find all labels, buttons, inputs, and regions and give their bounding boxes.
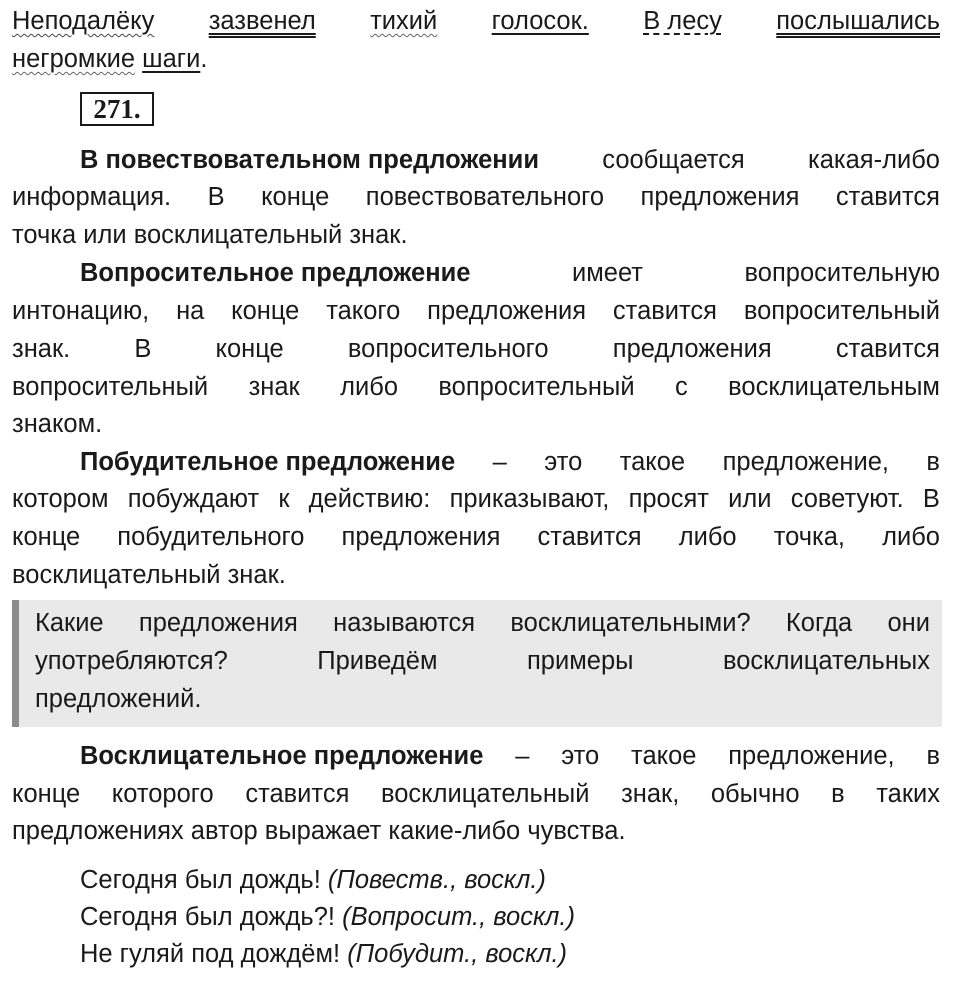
parsed-sentence-line-2 — [12, 44, 940, 74]
imperative-line-3 — [12, 522, 940, 552]
word: предложения — [341, 523, 501, 551]
word: интонацию, — [12, 297, 150, 325]
word: конце — [231, 297, 300, 325]
word: это — [544, 448, 583, 476]
word: они — [887, 609, 930, 637]
word: имеет — [572, 259, 643, 287]
word: В — [134, 335, 152, 363]
word: советуют. — [790, 485, 904, 513]
word: в — [926, 742, 940, 770]
example-label: (Повеств., воскл.) — [327, 866, 546, 894]
note-line-1 — [35, 608, 930, 638]
imperative-line-1 — [80, 447, 940, 477]
word: такое — [619, 448, 686, 476]
word: или — [728, 485, 772, 513]
word-subject-2: шаги — [142, 45, 201, 73]
word: вопросительный — [743, 297, 940, 325]
exclamatory-line-1 — [80, 741, 940, 771]
example-line-2 — [80, 902, 940, 932]
word-predicate: зазвенел — [208, 7, 316, 35]
word: в — [831, 780, 845, 808]
word-subject: голосок. — [491, 7, 589, 35]
word: В — [207, 183, 225, 211]
word: таких — [876, 780, 940, 808]
word: к — [278, 485, 290, 513]
word: восклицательным — [728, 373, 940, 401]
narrative-line-2 — [12, 182, 940, 212]
example-sentence: Не гуляй под дождём! — [80, 940, 341, 968]
word: котором — [12, 485, 109, 513]
imperative-line-2 — [12, 484, 940, 514]
word: ставится — [245, 780, 350, 808]
parsed-sentence-line-1 — [12, 6, 940, 36]
question-line-2 — [12, 296, 940, 326]
word: приказывают, — [449, 485, 610, 513]
question-line-3 — [12, 334, 940, 364]
word: восклицательных — [722, 647, 930, 675]
word: конце — [261, 183, 330, 211]
word-adverbial: Неподалёку — [12, 7, 155, 35]
word: обычно — [710, 780, 800, 808]
example-line-3 — [80, 939, 940, 969]
word: с — [674, 373, 688, 401]
word: побуждают — [127, 485, 260, 513]
word: конце — [12, 523, 81, 551]
word-predicate-2: послышались — [776, 7, 940, 35]
word: предложения — [612, 335, 772, 363]
word: знак — [248, 373, 300, 401]
word: знак. — [12, 335, 71, 363]
word: сообщается — [602, 146, 745, 174]
period: . — [200, 45, 208, 73]
question-line-5: знаком. — [12, 410, 103, 438]
word: ставится — [537, 523, 642, 551]
word: В — [922, 485, 940, 513]
word: просят — [628, 485, 709, 513]
word: вопросительного — [347, 335, 549, 363]
word-subject-with-period — [492, 6, 589, 36]
exclamatory-term: Восклицательное предложение — [80, 742, 484, 770]
word: информация. — [12, 183, 172, 211]
word: такое — [631, 742, 697, 770]
example-label: (Вопросит., воскл.) — [342, 903, 575, 931]
narrative-line-1 — [80, 145, 940, 175]
word: предложения — [640, 183, 800, 211]
word: предложения — [427, 297, 587, 325]
word: вопросительный — [12, 373, 209, 401]
word: ставится — [835, 335, 940, 363]
imperative-line-4: восклицательный знак. — [12, 561, 286, 589]
imperative-term: Побудительное предложение — [80, 448, 456, 476]
note-line-3: предложений. — [35, 685, 202, 713]
narrative-line-3: точка или восклицательный знак. — [12, 221, 408, 249]
example-sentence: Сегодня был дождь! — [80, 866, 321, 894]
word-attribute-2: негромкие — [12, 45, 136, 73]
word: действию: — [308, 485, 431, 513]
word: повествовательного — [365, 183, 605, 211]
word: Приведём — [317, 647, 438, 675]
word: предложение, — [722, 448, 889, 476]
example-sentence: Сегодня был дождь?! — [80, 903, 335, 931]
word: точка, — [773, 523, 845, 551]
exclamatory-line-3: предложениях автор выражает какие-либо чувства. — [12, 817, 626, 845]
word: – — [515, 742, 530, 770]
question-line-1 — [80, 258, 940, 288]
word: – — [492, 448, 507, 476]
word: какая-либо — [807, 146, 940, 174]
word: конце — [215, 335, 284, 363]
word: такого — [326, 297, 401, 325]
word: ставится — [612, 297, 717, 325]
example-line-1 — [80, 865, 940, 895]
word: вопросительный — [438, 373, 635, 401]
question-term: Вопросительное предложение — [80, 259, 471, 287]
word: которого — [111, 780, 214, 808]
word: предложение, — [728, 742, 895, 770]
word: употребляются? — [35, 647, 228, 675]
narrative-term: В повествовательном предложении — [80, 146, 540, 174]
exercise-number: 271. — [80, 92, 154, 126]
word: либо — [678, 523, 737, 551]
note-line-2 — [35, 646, 930, 676]
word: в — [926, 448, 940, 476]
example-label: (Побудит., воскл.) — [347, 940, 568, 968]
word: либо — [340, 373, 399, 401]
exclamatory-line-2 — [12, 779, 940, 809]
word: вопросительную — [744, 259, 940, 287]
word: знак, — [621, 780, 680, 808]
word: это — [561, 742, 600, 770]
word: побудительного — [117, 523, 305, 551]
word: либо — [882, 523, 940, 551]
word: предложения — [138, 609, 298, 637]
word: Какие — [35, 609, 104, 637]
word: примеры — [527, 647, 634, 675]
word: называются — [333, 609, 476, 637]
word: Когда — [785, 609, 853, 637]
question-note-box — [12, 600, 942, 727]
word: на — [176, 297, 205, 325]
question-line-4 — [12, 372, 940, 402]
word: восклицательными? — [510, 609, 751, 637]
word: конце — [12, 780, 81, 808]
word: ставится — [835, 183, 940, 211]
word: восклицательный — [380, 780, 590, 808]
word-attribute: тихий — [370, 7, 438, 35]
word-adverbial-phrase: В лесу — [643, 7, 722, 35]
